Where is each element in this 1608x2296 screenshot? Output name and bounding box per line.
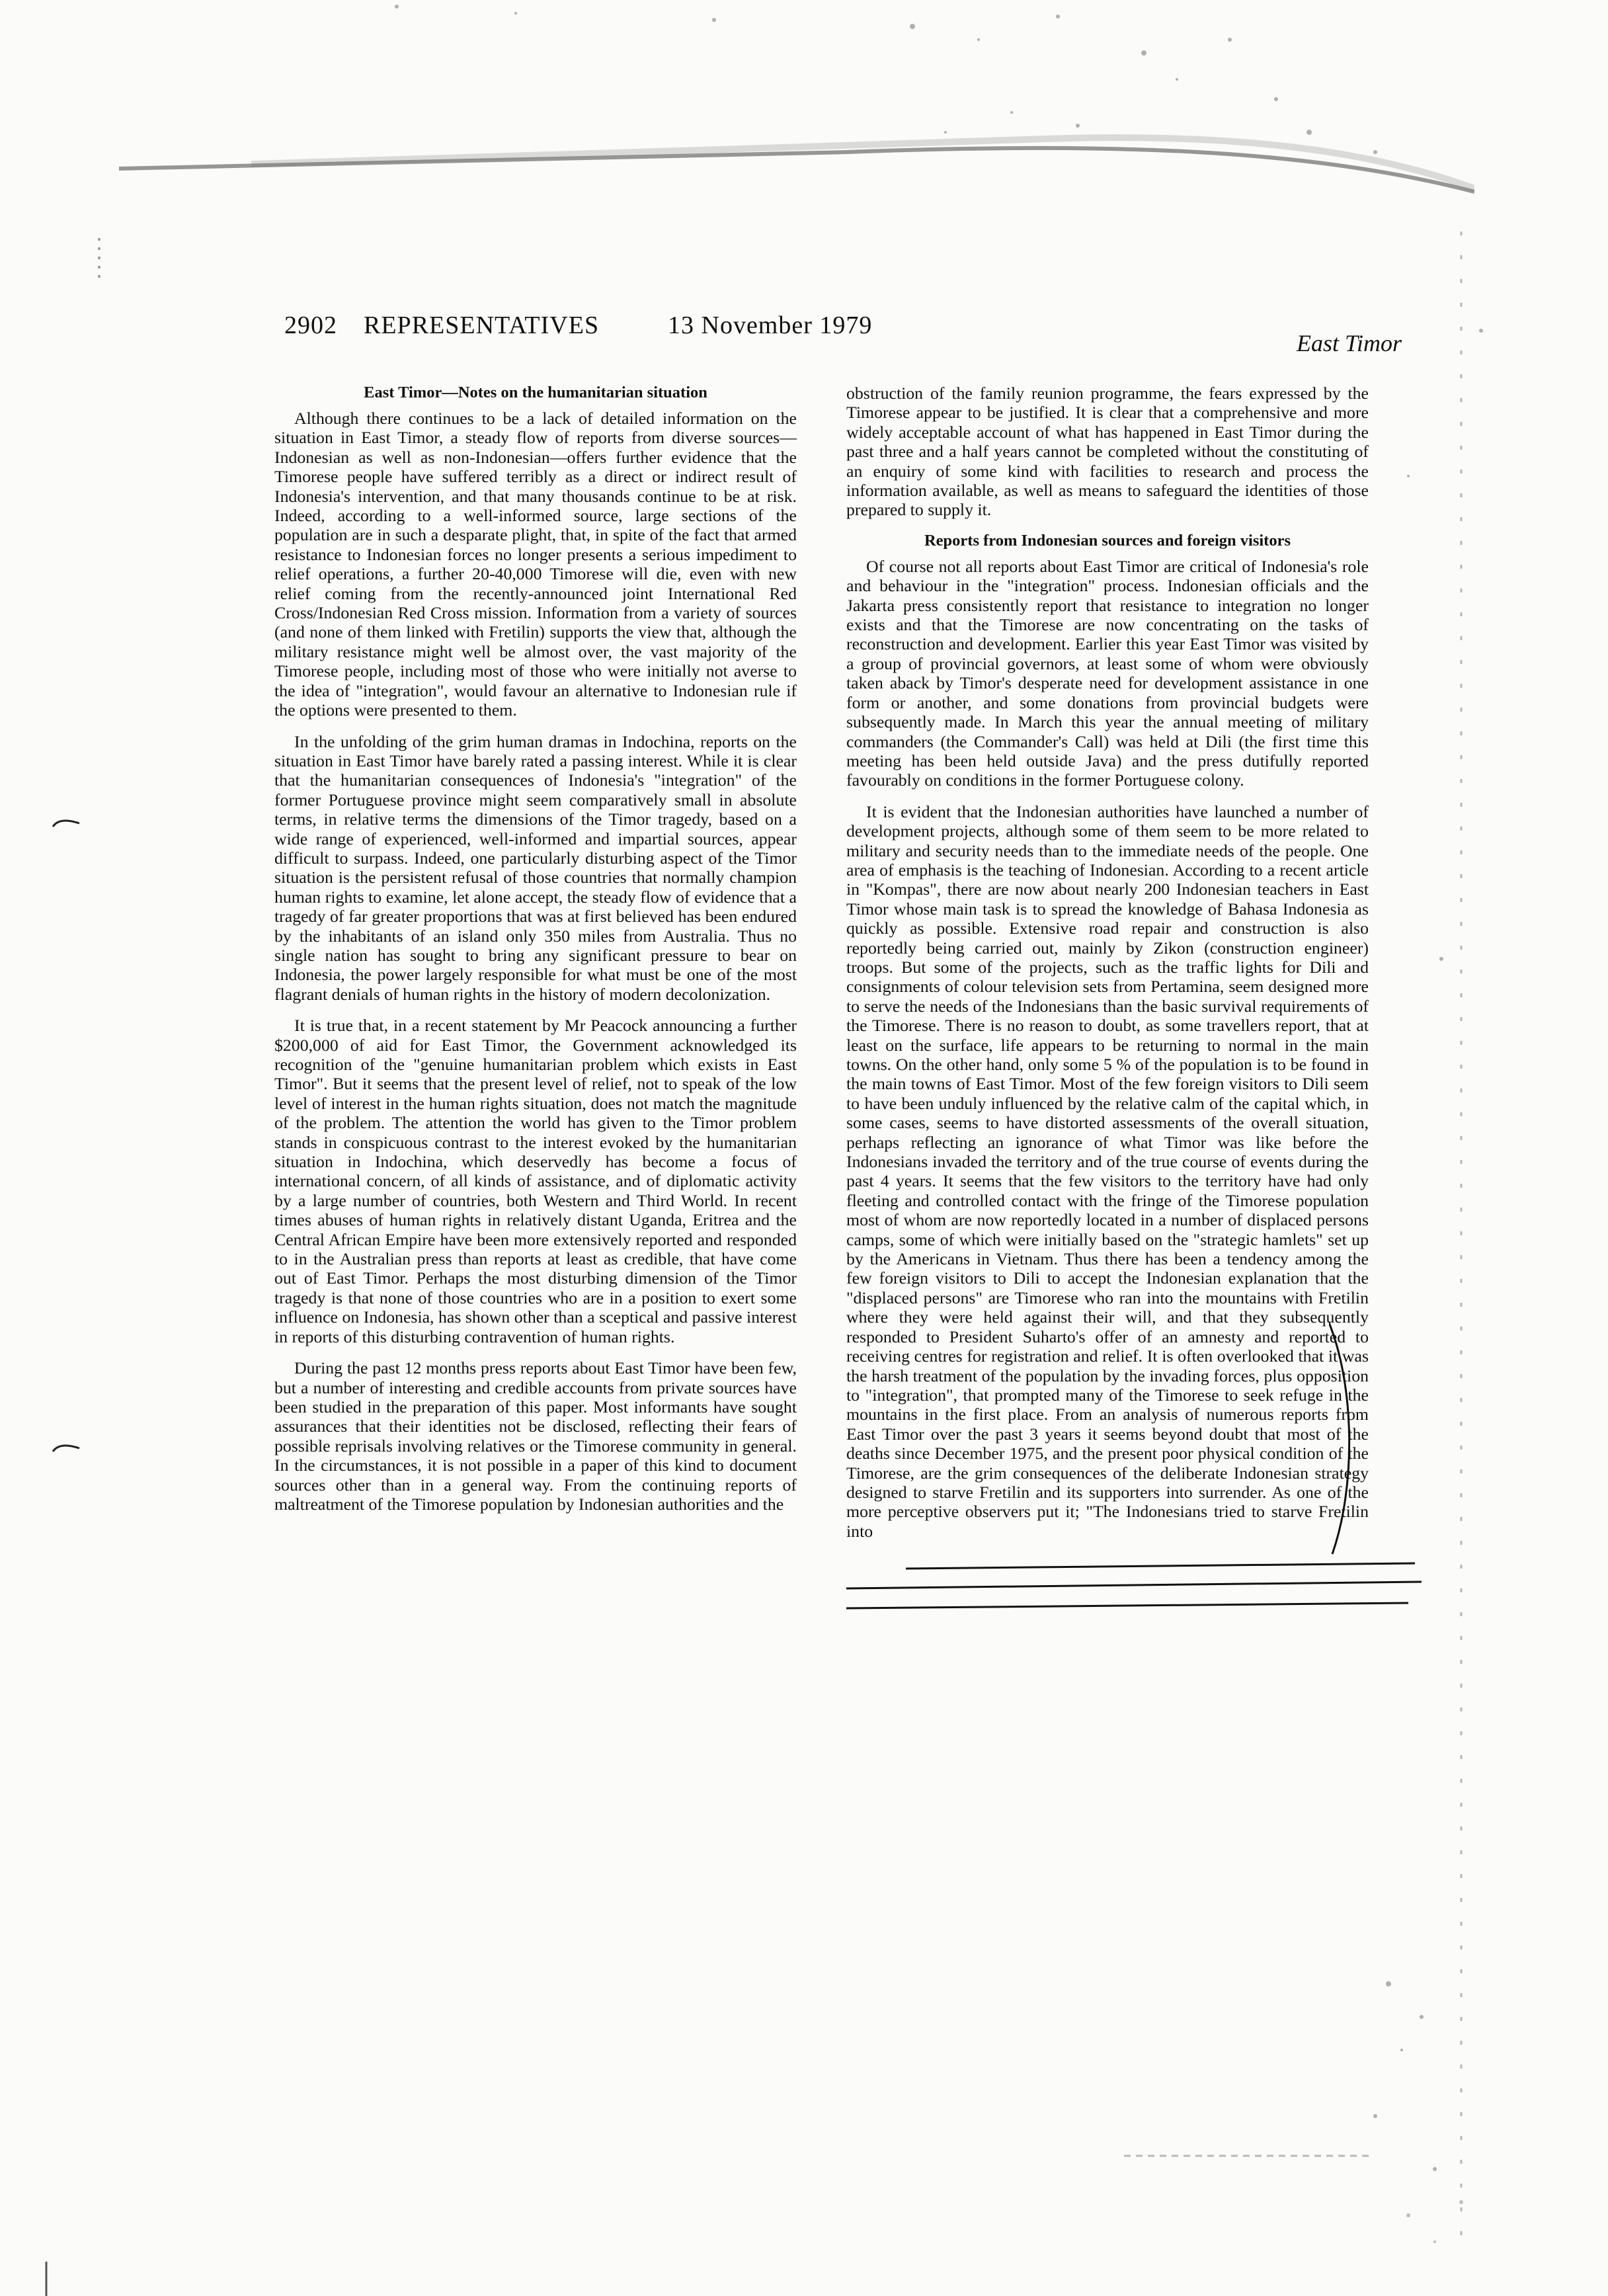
scan-noise-right-margin [1329, 198, 1608, 2296]
paragraph: In the unfolding of the grim human dramas in Indochina, reports on the situation in East Timor have barely rated a passing interest. While it is clear that the humanitarian consequences of Indonesia's "integration" of the former Portuguese province might seem comparatively small in absolute terms, in relative terms the dimensions of the Timor tragedy, based on a wide range of experienced, well-informed and impartial sources, appear difficult to surpass. Indeed, one particularly disturbing aspect of the Timor situation is the persistent refusal of those countries that normally champion human rights to examine, let alone accept, the steady flow of evidence that a tragedy of far greater proportions that was at first believed has been endured by the inhabitants of an island only 350 miles from Australia. Thus no single nation has sought to bring any significant pressure to bear on Indonesia, the power largely responsible for what must be one of the most flagrant denials of human rights in the history of modern decolonization. [274, 731, 797, 1004]
paragraph: Although there continues to be a lack of detailed information on the situation in East Timor, a steady flow of reports from diverse sources—Indonesian as well as non-Indonesian—offers further evidence that the Timorese people have suffered terribly as a direct or indirect result of Indonesia's intervention, and that many thousands continue to be at risk. Indeed, according to a well-informed source, large sections of the population are in such a desparate plight, that, in spite of the fact that armed resistance to Indonesian forces no longer presents a serious impediment to relief operations, a further 20-40,000 Timorese will die, even with new relief coming from the recently-announced joint International Red Cross/Indonesian Red Cross mission. Information from a variety of sources (and none of them linked with Fretilin) supports the view that, although the military resistance might well be almost over, the vast majority of the Timorese people, including most of those who were initially not averse to the idea of "integration", would favour an alternative to Indonesian rule if the options were presented to them. [274, 409, 797, 720]
section-title: East Timor—Notes on the humanitarian situation [364, 384, 707, 401]
underline-mark [846, 1603, 1408, 1608]
page-header [284, 311, 1408, 357]
house-name: REPRESENTATIVES [364, 311, 600, 339]
header-topic: East Timor [1296, 330, 1402, 356]
paragraph: Of course not all reports about East Timor are critical of Indonesia's role and behaviour in the "integration" process. Indonesian officials and the Jakarta press consistently report that resistance to integration no longer exists and that the Timorese are now concentrating on the tasks of reconstruction and development. Earlier this year East Timor was visited by a group of provincial governors, at least some of whom were obviously taken aback by Timor's desperate need for development assistance in one form or another, and some donations from provincial budgets were subsequently made. In March this year the annual meeting of military commanders (the Commander's Call) was held at Dili (the first time this meeting has been held outside Java) and the press dutifully reported favourably on conditions in the former Portuguese colony. [846, 556, 1369, 790]
header-date: 13 November 1979 [668, 311, 873, 339]
section-title: Reports from Indonesian sources and foreign visitors [924, 531, 1291, 550]
left-column [274, 384, 797, 1526]
paragraph: During the past 12 months press reports about East Timor have been few, but a number of interesting and credible accounts from private sources have been studied in the preparation of this paper. Most informants have sought assurances that their identities not be disclosed, reflecting their fears of possible reprisals involving relatives or the Timorese community in general. In the circumstances, it is not possible in a paper of this kind to document sources other than in a general way. From the continuing reports of maltreatment of the Timorese population by Indonesian authorities and the [274, 1358, 797, 1514]
scan-noise-top [119, 0, 1474, 198]
paragraph: It is evident that the Indonesian authorities have launched a number of development projects, although some of them seem to be more related to military and security needs than to the immediate needs of the people. One area of emphasis is the teaching of Indonesian. According to a recent article in "Kompas", there are now about nearly 200 Indonesian teachers in East Timor whose main task is to spread the knowledge of Bahasa Indonesia as quickly as possible. Extensive road repair and construction is also reportedly being carried out, mainly by Zikon (construction engineer) troops. But some of the projects, such as the traffic lights for Dili and consignments of colour television sets from Pertamina, seem designed more to serve the needs of the Indonesians than the basic survival requirements of the Timorese. There is no reason to doubt, as some travellers report, that at least on the surface, life appears to be returning to normal in the main towns. On the other hand, only some 5 % of the population is to be found in the main towns of East Timor. Most of the few foreign visitors to Dili seem to have been unduly influenced by the relative calm of the capital which, in some cases, seems to have distorted assessments of the overall situation, perhaps reflecting an ignorance of what Timor was like before the Indonesians invaded the territory and of the true course of events during the past 4 years. It seems that the few visitors to the territory have had only fleeting and controlled contact with the fringe of the Timorese population most of whom are now reportedly located in a number of displaced persons camps, some of which were initially based on the "strategic hamlets" set up by the Americans in Vietnam. Thus there has been a tendency among the few foreign visitors to Dili to accept the Indonesian explanation that the "displaced persons" are Timorese who ran into the mountains with Fretilin where they were held against their will, and that they subsequently responded to President Suharto's offer of an amnesty and reported to receiving centres for registration and relief. It is often overlooked that it was the harsh treatment of the population by the invading forces, plus opposition to "integration", that prompted many of the Timorese to seek refuge in the mountains in the first place. From an analysis of numerous reports from East Timor over the past 3 years it seems beyond doubt that most of the deaths since December 1975, and the present poor physical condition of the Timorese, are the grim consequences of the deliberate Indonesian strategy designed to starve Fretilin and its supporters into surrender. As one of the more perceptive observers put it; "The Indonesians tried to starve Fretilin into [846, 801, 1369, 1541]
paragraph-continued: obstruction of the family reunion programme, the fears expressed by the Timorese appear to be justified. It is clear that a comprehensive and more widely acceptable account of what has happened in East Timor during the past three and a half years cannot be completed without the constituting of an enquiry of some kind with facilities to research and process the information available, as well as means to safeguard the identities of those prepared to supply it. [846, 384, 1369, 520]
right-column [846, 384, 1369, 1553]
scan-noise-bottom [1091, 2136, 1488, 2268]
page-number: 2902 [284, 311, 337, 339]
paragraph: It is true that, in a recent statement by Mr Peacock announcing a further $200,000 of aid for East Timor, the Government acknowledged its recognition of the "genuine humanitarian problem which exists in East Timor". But it seems that the present level of relief, not to speak of the low level of interest in the human rights situation, does not match the magnitude of the problem. The attention the world has given to the Timor problem stands in conspicuous contrast to the interest evoked by the humanitarian situation in Indochina, which deservedly has become a focus of international concern, of all kinds of assistance, and of diplomatic activity by a large number of countries, both Western and Third World. In recent times abuses of human rights in relatively distant Uganda, Eritrea and the Central African Empire have been more extensively reported and responded to in the Australian press than reports at least as credible, that have come out of East Timor. Perhaps the most disturbing dimension of the Timor tragedy is that none of those countries who are in a position to exert some influence on Indonesia, has shown other than a sceptical and passive interest in reports of this disturbing contravention of human rights. [274, 1016, 797, 1346]
